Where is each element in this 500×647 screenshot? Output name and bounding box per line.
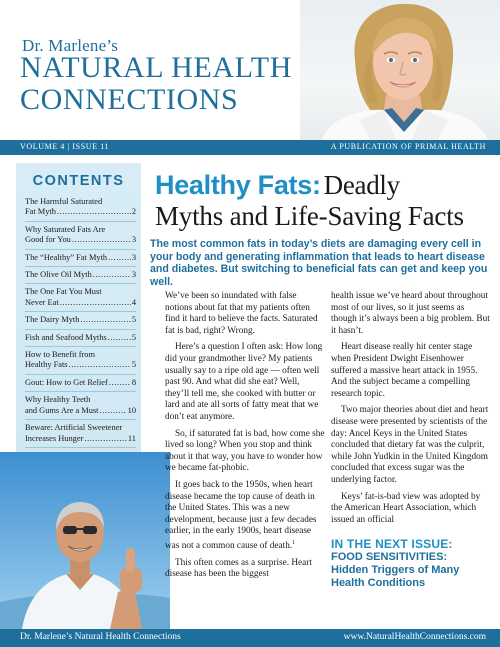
toc-leader [100, 406, 127, 416]
paragraph-text: It goes back to the 1950s, when heart disease became the top cause of death in the United States. This was a new development, because just a few decades earlier, in the early 1900s, heart disease was not a common cause of death. [165, 479, 317, 551]
man-thumbs-up-image [0, 452, 170, 629]
article-column-2 [331, 291, 491, 531]
toc-item-title: Never Eat [25, 297, 59, 307]
footer-bar [0, 629, 500, 647]
paragraph: Heart disease really hit center stage when President Dwight Eisenhower suffered a massive heart attack in 1955. And the subject became a compelling research topic. [331, 342, 478, 399]
toc-item-title: Increases Hunger [25, 433, 84, 443]
toc-item-title: The Dairy Myth [25, 315, 80, 325]
doctor-portrait-image [300, 0, 500, 140]
toc-leader [108, 333, 131, 343]
toc-leader [84, 434, 127, 444]
next-issue-callout [331, 537, 496, 590]
toc-item-page: 3 [131, 252, 136, 262]
contents-heading: CONTENTS [32, 173, 125, 189]
toc-item-page: 5 [131, 360, 136, 370]
toc-item-title-line: The Harmful Saturated [25, 197, 103, 206]
brand-title-line2: CONNECTIONS [20, 83, 239, 116]
toc-item-title: Gout: How to Get Relief [25, 377, 108, 387]
headline-rest: Deadly [323, 170, 400, 200]
toc-item-title: Fat Myth [25, 207, 56, 217]
headline-line2: Myths and Life-Saving Facts [155, 201, 464, 231]
headline-accent: Healthy Fats: [155, 170, 321, 200]
paragraph: health issue we’ve heard about throughout most of our lives, so it just seems as though it’s always been a big problem. But it hasn’t. [331, 291, 490, 336]
toc-item[interactable] [25, 194, 136, 221]
toc-leader [69, 360, 131, 370]
toc-item[interactable] [25, 266, 136, 283]
toc-item-page: 8 [131, 377, 136, 387]
article-column-1 [165, 291, 325, 586]
toc-leader [72, 235, 131, 245]
toc-item-title-line: How to Benefit from [25, 350, 96, 360]
next-issue-topic: FOOD SENSITIVITIES: [331, 551, 448, 563]
paragraph: Keys’ fat-is-bad view was adopted by the American Heart Association, which issued an official [331, 491, 481, 525]
toc-item-title-line: Why Saturated Fats Are [25, 224, 106, 234]
toc-item[interactable] [25, 391, 136, 419]
article-deck: The most common fats in today’s diets are damaging every cell in your body and generating inflammation that leads to heart disease and diabetes. But switching to beneficial fats can get and keep you well. [150, 238, 488, 288]
toc-item-page: 11 [127, 433, 136, 443]
photo-illustration [0, 452, 170, 629]
toc-item[interactable] [25, 329, 136, 346]
issue-number: VOLUME 4 | ISSUE 11 [20, 142, 110, 151]
article-headline [155, 170, 495, 232]
toc-item[interactable] [25, 419, 136, 447]
toc-leader [93, 270, 131, 280]
toc-item-title: The Olive Oil Myth [25, 270, 92, 280]
toc-item[interactable] [25, 374, 136, 391]
footer-website-link[interactable]: www.NaturalHealthConnections.com [343, 632, 486, 642]
toc-item-title: and Gums Are a Must [25, 405, 99, 415]
toc-item[interactable] [25, 221, 136, 249]
toc-item-title: Good for You [25, 235, 71, 245]
brand-owner: Dr. Marlene’s [22, 36, 119, 55]
toc-leader [60, 298, 131, 308]
paragraph: Here’s a question I often ask: How long did your grandmother live? My patients usually say to a ripe old age — often well past 90. And what did she eat? Well, they’ll tell me, she cooked with butter or lard and ate all sorts of fatty meat that we don’t eat anymore. [165, 342, 323, 422]
toc-item-title-line: Beware: Artificial Sweetener [25, 423, 123, 433]
paragraph: So, if saturated fat is bad, how come she lived so long? When you stop and think about it that way, you have to wonder how we became fat-phobic. [165, 428, 325, 474]
next-issue-desc-line2: Health Conditions [331, 577, 426, 589]
toc-item-page: 5 [131, 315, 136, 325]
toc-item[interactable] [25, 346, 136, 374]
toc-leader [80, 315, 130, 325]
footer-publication: Dr. Marlene’s Natural Health Connections [20, 632, 181, 642]
toc-item[interactable] [25, 283, 136, 311]
next-issue-label: IN THE NEXT ISSUE: [331, 537, 453, 551]
paragraph: This often comes as a surprise. Heart disease has been the biggest [165, 557, 312, 580]
toc-item-page: 4 [131, 297, 136, 307]
toc-item-page: 10 [127, 405, 136, 415]
toc-item[interactable] [25, 249, 136, 266]
toc-item-page: 3 [131, 270, 136, 280]
toc-item-page: 5 [131, 332, 136, 342]
toc-item-title: Healthy Fats [25, 360, 68, 370]
toc-item-title-line: Why Healthy Teeth [25, 395, 91, 405]
paragraph [165, 480, 325, 553]
footnote-marker: 1 [292, 539, 296, 546]
toc-item-title-line: The One Fat You Must [25, 287, 102, 297]
toc-item-page: 2 [131, 207, 136, 217]
masthead [0, 0, 500, 140]
toc-leader [57, 207, 131, 217]
issue-bar [0, 140, 500, 155]
brand-title-line1: NATURAL HEALTH [20, 51, 292, 84]
toc-leader [108, 253, 131, 263]
toc-item-page: 3 [131, 235, 136, 245]
toc-leader [109, 378, 131, 388]
toc-item[interactable] [25, 311, 136, 328]
toc-item-title: Fish and Seafood Myths [25, 332, 107, 342]
portrait-illustration [300, 0, 500, 140]
publisher-label: A PUBLICATION OF PRIMAL HEALTH [330, 142, 486, 151]
paragraph: We’ve been so inundated with false notions about fat that my patients often find it hard to believe the facts. Saturated fat is bad, right? Wrong. [165, 291, 318, 336]
next-issue-desc-line1: Hidden Triggers of Many [331, 564, 460, 576]
contents-list [25, 194, 136, 475]
toc-item-title: The “Healthy” Fat Myth [25, 252, 108, 262]
paragraph: Two major theories about diet and heart disease were presented by scientists of the day: Ancel Keys in the United States concluded that dietary fat was the culprit, while John Yudkin in the United Kingdom concluded that excess sugar was the underlying factor. [331, 405, 489, 485]
